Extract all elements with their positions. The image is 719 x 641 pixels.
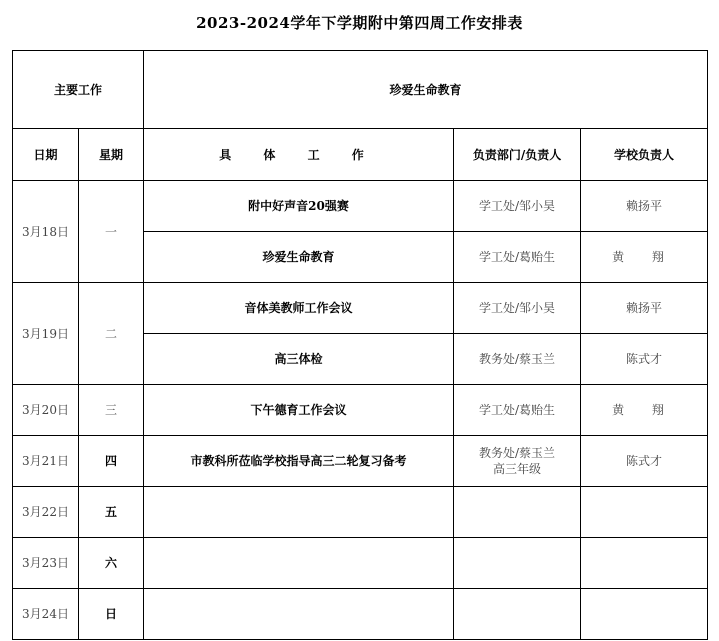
dept-line: 高三年级: [493, 462, 542, 476]
school-cell: 黄 翔: [581, 385, 708, 436]
table-row: [13, 385, 708, 436]
school-cell: [581, 487, 708, 538]
main-work-value: 珍爱生命教育: [144, 51, 708, 129]
school-cell: [581, 538, 708, 589]
task-cell: [144, 487, 454, 538]
header-date: 日期: [13, 129, 79, 181]
school-cell: 赖扬平: [581, 283, 708, 334]
main-work-row: [13, 51, 708, 129]
date-cell: 3月18日: [13, 181, 79, 283]
school-cell: 黄 翔: [581, 232, 708, 283]
task-cell: 下午德育工作会议: [144, 385, 454, 436]
table-row: [13, 283, 708, 334]
task-cell: 音体美教师工作会议: [144, 283, 454, 334]
dept-cell: 学工处/邹小昊: [454, 283, 581, 334]
dept-cell: [454, 487, 581, 538]
weekday-cell: 三: [79, 385, 144, 436]
date-cell: 3月20日: [13, 385, 79, 436]
main-work-label: 主要工作: [13, 51, 144, 129]
task-cell: 市教科所莅临学校指导高三二轮复习备考: [144, 436, 454, 487]
date-cell: 3月21日: [13, 436, 79, 487]
task-cell: [144, 538, 454, 589]
page-title: 2023-2024学年下学期附中第四周工作安排表: [196, 14, 523, 32]
task-cell: 附中好声音20强赛: [144, 181, 454, 232]
task-cell: [144, 589, 454, 640]
weekday-cell: 日: [79, 589, 144, 640]
weekday-cell: 二: [79, 283, 144, 385]
date-cell: 3月22日: [13, 487, 79, 538]
school-cell: 陈式才: [581, 334, 708, 385]
schedule-table: [12, 50, 708, 640]
header-dept: 负责部门/负责人: [454, 129, 581, 181]
school-cell: [581, 589, 708, 640]
dept-cell: 学工处/葛贻生: [454, 385, 581, 436]
table-row: [13, 538, 708, 589]
dept-cell: [454, 538, 581, 589]
table-row: [13, 436, 708, 487]
dept-line: 教务处/蔡玉兰: [478, 446, 556, 460]
header-school: 学校负责人: [581, 129, 708, 181]
header-row: [13, 129, 708, 181]
weekday-cell: 六: [79, 538, 144, 589]
school-cell: 赖扬平: [581, 181, 708, 232]
weekday-cell: 一: [79, 181, 144, 283]
date-cell: 3月24日: [13, 589, 79, 640]
date-cell: 3月23日: [13, 538, 79, 589]
dept-cell: 教务处/蔡玉兰: [454, 334, 581, 385]
dept-cell: [454, 589, 581, 640]
dept-cell: [454, 436, 581, 487]
school-cell: 陈式才: [581, 436, 708, 487]
header-task: 具 体 工 作: [144, 129, 454, 181]
table-row: [13, 181, 708, 232]
header-weekday: 星期: [79, 129, 144, 181]
table-row: [13, 589, 708, 640]
task-cell: 珍爱生命教育: [144, 232, 454, 283]
weekday-cell: 五: [79, 487, 144, 538]
weekday-cell: 四: [79, 436, 144, 487]
date-cell: 3月19日: [13, 283, 79, 385]
dept-cell: 学工处/邹小昊: [454, 181, 581, 232]
dept-cell: 学工处/葛贻生: [454, 232, 581, 283]
table-row: [13, 487, 708, 538]
task-cell: 高三体检: [144, 334, 454, 385]
